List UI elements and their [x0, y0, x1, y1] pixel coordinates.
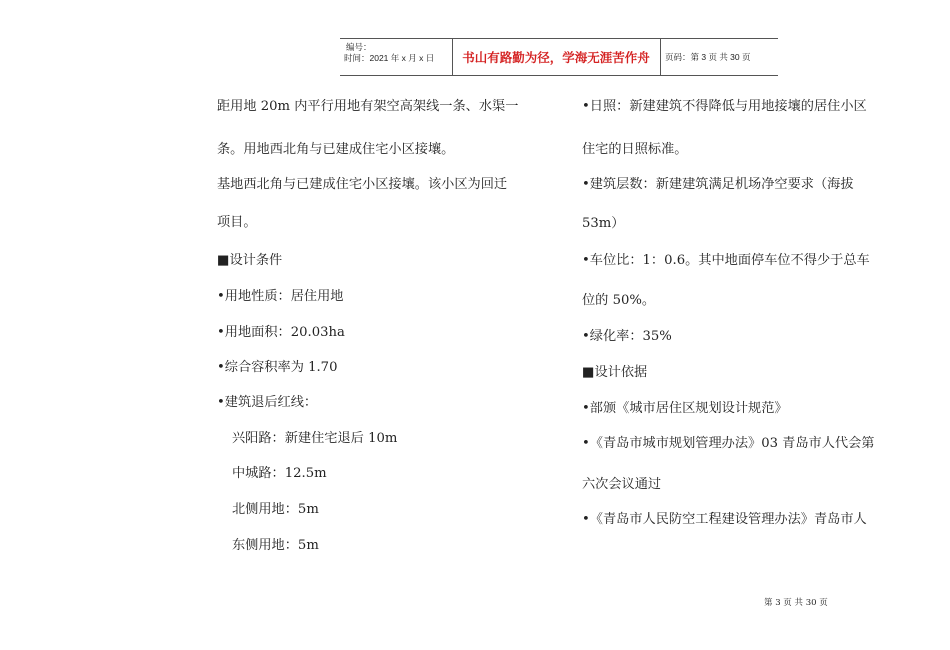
right-line-7: •绿化率：35%	[582, 329, 672, 344]
header-code-label: 编号：	[346, 42, 372, 52]
header-motto	[452, 39, 661, 75]
left-line-1: 距用地 20m 内平行用地有架空高架线一条、水渠一	[217, 99, 519, 114]
page-header	[340, 38, 778, 76]
right-line-10: •《青岛市城市规划管理办法》03 青岛市人代会第	[582, 436, 875, 451]
right-line-2: 住宅的日照标准。	[582, 142, 688, 157]
left-line-8: •综合容积率为 1.70	[217, 360, 338, 375]
page-footer: 第 3 页 共 30 页	[764, 598, 828, 608]
header-page-info	[661, 39, 778, 75]
left-line-10: 兴阳路：新建住宅退后 10m	[232, 431, 398, 446]
right-line-11: 六次会议通过	[582, 477, 662, 492]
header-time-label: 时间：2021 年 x 月 x 日	[344, 53, 435, 63]
left-line-2: 条。用地西北角与已建成住宅小区接壤。	[217, 142, 455, 157]
right-line-1: •日照：新建建筑不得降低与用地接壤的居住小区	[582, 99, 867, 114]
left-line-7: •用地面积：20.03ha	[217, 325, 345, 340]
left-line-13: 东侧用地：5m	[232, 538, 319, 553]
left-line-6: •用地性质：居住用地	[217, 289, 344, 304]
left-line-3: 基地西北角与已建成住宅小区接壤。该小区为回迁	[217, 177, 508, 192]
left-line-9: •建筑退后红线：	[217, 395, 318, 410]
header-page-info-text: 页码：第 3 页 共 30 页	[665, 52, 751, 62]
left-line-4: 项目。	[217, 215, 257, 230]
right-line-4: 53m）	[582, 216, 625, 231]
header-meta	[340, 39, 453, 75]
header-motto-text: 书山有路勤为径，学海无涯苦作舟	[462, 50, 650, 65]
left-line-11: 中城路：12.5m	[232, 466, 327, 481]
right-line-5: •车位比：1：0.6。其中地面停车位不得少于总车	[582, 253, 870, 268]
right-line-9: •部颁《城市居住区规划设计规范》	[582, 401, 788, 416]
left-heading-design-conditions: ■设计条件	[217, 253, 283, 268]
left-line-12: 北侧用地：5m	[232, 502, 319, 517]
right-line-12: •《青岛市人民防空工程建设管理办法》青岛市人	[582, 512, 867, 527]
right-heading-design-basis: ■设计依据	[582, 365, 648, 380]
right-line-6: 位的 50%。	[582, 293, 656, 308]
right-line-3: •建筑层数：新建建筑满足机场净空要求（海拔	[582, 177, 854, 192]
